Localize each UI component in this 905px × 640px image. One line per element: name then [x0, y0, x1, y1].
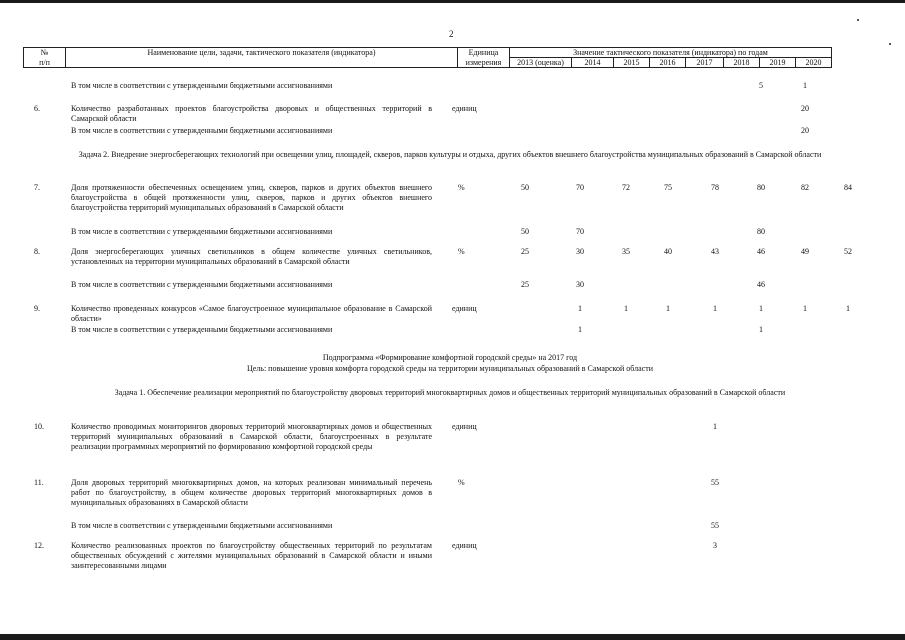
indicator-unit: единиц — [452, 422, 477, 431]
header-unit: Единица — [458, 48, 510, 58]
value-cell: 80 — [757, 183, 765, 192]
header-year: 2018 — [724, 58, 760, 68]
indicator-name: Количество реализованных проектов по благоустройству общественных территорий по результатам общественных обсуждений с жителями муниципальных образований в Самарской области и иными заинтересованными лицами — [71, 541, 432, 570]
header-year: 2015 — [614, 58, 650, 68]
indicator-unit: единиц — [452, 541, 477, 550]
indicator-number: 10. — [34, 422, 44, 431]
value-cell: 1 — [713, 422, 717, 431]
value-cell: 50 — [521, 227, 529, 236]
value-cell: 30 — [576, 247, 584, 256]
value-cell: 46 — [757, 247, 765, 256]
value-cell: 1 — [578, 304, 582, 313]
header-year: 2020 — [796, 58, 832, 68]
funding-label: В том числе в соответствии с утвержденными бюджетными ассигнованиями — [71, 81, 333, 90]
value-cell: 20 — [801, 126, 809, 135]
indicator-name: Доля дворовых территорий многоквартирных домов, на которых реализован минимальный перечень работ по благоустройству, в общем количестве дворовых территорий многоквартирных домов в муниципальных образованиях в Самарской области — [71, 478, 432, 507]
indicator-number: 7. — [34, 183, 40, 192]
header-unit-sub: измерения — [458, 58, 510, 68]
value-cell: 5 — [759, 81, 763, 90]
funding-label: В том числе в соответствии с утвержденными бюджетными ассигнованиями — [71, 126, 333, 135]
value-cell: 1 — [713, 304, 717, 313]
indicator-unit: единиц — [452, 304, 477, 313]
task-heading: Задача 2. Внедрение энергосберегающих технологий при освещении улиц, площадей, скверов, парков культуры и отдыха, других объектов внешнего благоустройства муниципальных образований в Самарской области — [78, 150, 822, 159]
indicator-name: Доля энергосберегающих уличных светильников в общем количестве уличных светильников, установленных на территории муниципальных образований в Самарской области — [71, 247, 432, 266]
subprogram-goal: Цель: повышение уровня комфорта городской среды на территории муниципальных образований в Самарской области — [246, 364, 654, 373]
indicator-name: Количество проведенных конкурсов «Самое благоустроенное муниципальное образование в Самарской области» — [71, 304, 432, 323]
value-cell: 1 — [759, 325, 763, 334]
value-cell: 20 — [801, 104, 809, 113]
value-cell: 46 — [757, 280, 765, 289]
indicator-number: 12. — [34, 541, 44, 550]
header-num-sub: п/п — [24, 58, 66, 68]
page-number: 2 — [449, 29, 454, 39]
indicator-number: 8. — [34, 247, 40, 256]
value-cell: 25 — [521, 280, 529, 289]
value-cell: 1 — [759, 304, 763, 313]
table-header — [23, 47, 832, 68]
indicator-unit: % — [458, 247, 465, 256]
indicator-number: 6. — [34, 104, 40, 113]
value-cell: 55 — [711, 478, 719, 487]
header-name: Наименование цели, задачи, тактического показателя (индикатора) — [66, 48, 458, 68]
value-cell: 30 — [576, 280, 584, 289]
indicator-name: Количество разработанных проектов благоустройства дворовых и общественных территорий в Самарской области — [71, 104, 432, 123]
header-year: 2013 (оценка) — [510, 58, 572, 68]
value-cell: 43 — [711, 247, 719, 256]
funding-label: В том числе в соответствии с утвержденными бюджетными ассигнованиями — [71, 325, 333, 334]
value-cell: 1 — [803, 81, 807, 90]
value-cell: 49 — [801, 247, 809, 256]
header-values-group: Значение тактического показателя (индикатора) по годам — [510, 48, 832, 58]
scan-edge-bottom — [0, 634, 905, 640]
value-cell: 78 — [711, 183, 719, 192]
funding-label: В том числе в соответствии с утвержденными бюджетными ассигнованиями — [71, 280, 333, 289]
header-year: 2019 — [760, 58, 796, 68]
value-cell: 1 — [666, 304, 670, 313]
indicator-name: Доля протяженности обеспеченных освещением улиц, скверов, парков и других объектов внешнего благоустройства в общей протяженности улиц, скверов, парков и других объектов внешнего благоустройства территорий муниципальных образований в Самарской области — [71, 183, 432, 212]
indicator-unit: % — [458, 478, 465, 487]
value-cell: 1 — [803, 304, 807, 313]
funding-label: В том числе в соответствии с утвержденными бюджетными ассигнованиями — [71, 521, 333, 530]
indicator-number: 11. — [34, 478, 44, 487]
value-cell: 72 — [622, 183, 630, 192]
header-year: 2016 — [650, 58, 686, 68]
value-cell: 82 — [801, 183, 809, 192]
value-cell: 50 — [521, 183, 529, 192]
value-cell: 35 — [622, 247, 630, 256]
value-cell: 70 — [576, 227, 584, 236]
scan-speck — [857, 19, 859, 21]
value-cell: 84 — [844, 183, 852, 192]
value-cell: 1 — [624, 304, 628, 313]
subprogram-title: Подпрограмма «Формирование комфортной городской среды» на 2017 год — [322, 353, 578, 362]
value-cell: 75 — [664, 183, 672, 192]
value-cell: 52 — [844, 247, 852, 256]
scan-edge-top — [0, 0, 905, 3]
indicator-unit: единиц — [452, 104, 477, 113]
value-cell: 80 — [757, 227, 765, 236]
value-cell: 3 — [713, 541, 717, 550]
value-cell: 70 — [576, 183, 584, 192]
header-year: 2017 — [686, 58, 724, 68]
value-cell: 40 — [664, 247, 672, 256]
header-num: № — [24, 48, 66, 58]
indicator-name: Количество проводимых мониторингов дворовых территорий многоквартирных домов и общественных территорий муниципальных образований в Самарской области, благоустроенных в результате реализации программных мероприятий по формированию комфортной городской среды — [71, 422, 432, 451]
task-heading: Задача 1. Обеспечение реализации мероприятий по благоустройству дворовых территорий многоквартирных домов и общественных территорий муниципальных образований в Самарской области — [114, 388, 786, 397]
indicator-number: 9. — [34, 304, 40, 313]
indicator-unit: % — [458, 183, 465, 192]
scan-speck — [889, 43, 891, 45]
value-cell: 55 — [711, 521, 719, 530]
value-cell: 1 — [846, 304, 850, 313]
header-year: 2014 — [572, 58, 614, 68]
value-cell: 25 — [521, 247, 529, 256]
value-cell: 1 — [578, 325, 582, 334]
funding-label: В том числе в соответствии с утвержденными бюджетными ассигнованиями — [71, 227, 333, 236]
